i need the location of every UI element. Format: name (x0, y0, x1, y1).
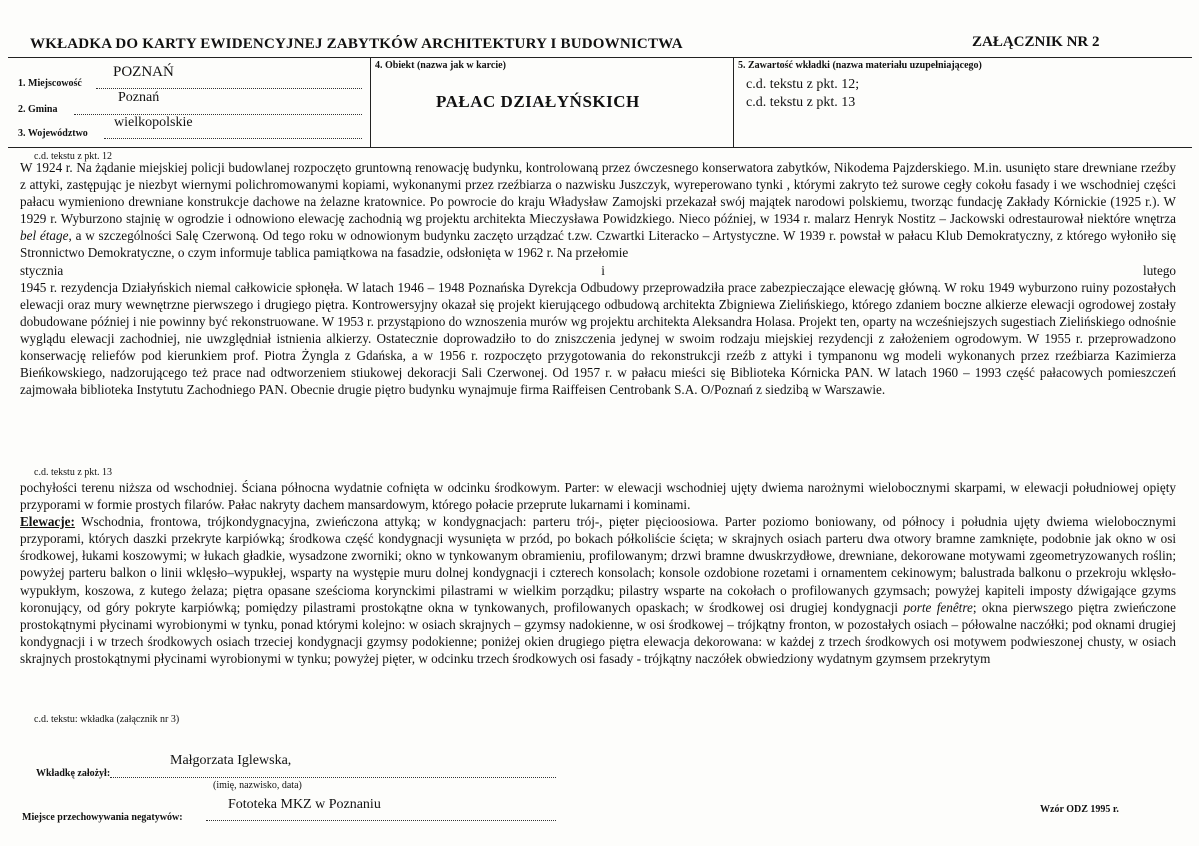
header-divider-right (733, 57, 734, 147)
city-label: 1. Miejscowość (18, 78, 82, 89)
section-13-header: c.d. tekstu z pkt. 13 (34, 467, 113, 478)
elewacje-label: Elewacje: (20, 514, 75, 530)
province-label: 3. Województwo (18, 128, 88, 139)
commune-label: 2. Gmina (18, 104, 58, 115)
author-label: Wkładkę założył: (36, 768, 111, 779)
bel-etage-term: bel étage (20, 228, 69, 244)
header-divider-left (370, 57, 371, 147)
section-12-text-b: , a w szczególności Salę Czerwoną. Od tego roku w odnowionym budynku zaczęto urządzać t.zw. Czwartki Literacko – Artystyczne. W 1939 r. powstał w pałacu Klub Demokratyczny, z którego wyłoniło się Stronnictwo Demokratyczne, o czym informuje tablica pamiątkowa na fasadzie, odsłonięta w 1962 r. Na przełomie (20, 228, 1176, 261)
author-value: Małgorzata Iglewska, (170, 753, 292, 768)
object-label: 4. Obiekt (nazwa jak w karcie) (375, 60, 506, 71)
object-name: PAŁAC DZIAŁYŃSKICH (436, 92, 640, 111)
section-13-text-c: ; okna pierwszego piętra zwieńczone prostokątnymi płycinami wyrobionymi w tynku, ponad którymi kolejno: w osiach skrajnych – gzymsy nadokienne, w osi środkowej – trójkątny fronton, w pozostałych osiach – półowalne naczółki; pod oknami drugiej kondygnacji i w trzech środkowych osiach trzeciej kondygnacji gzymsy podokienne; poniżej okien drugiego piętra elewacja dekorowana: w każdej z trzech środkowych osi motywem podwieszonej chusty, w osiach skrajnych prostokątnymi płycinami wyrobionymi w tynku; powyżej pięter, w odcinku trzech środkowych osi fasady - trójkątny naczółek obwiedziony wydatnym gzymsem przekrytym (20, 599, 1177, 666)
section-12-text-c: 1945 r. rezydencja Działyńskich niemal całkowicie spłonęła. W latach 1946 – 1948 Poznańska Dyrekcja Odbudowy przeprowadziła prace zabezpieczające elewację główną. W roku 1949 wyburzono ruiny pozostałych elewacji oraz mury wewnętrzne pierwszego i drugiego piętra. Kontrowersyjny okazał się projekt kierującego odbudową architekta Zbigniewa Zielińskiego, którego zdaniem boczne alkierze elewacji ogrodowej zostały dobudowane później i nie powinny być rekonstruowane. W 1953 r. przystąpiono do wznoszenia murów wg projektu architekta Aleksandra Holasa. Projekt ten, oparty na wcześniejszych sugestiach Zielińskiego odnośnie wyglądu elewacji zachodniej, nie uwzględniał istnienia alkierzy. Ostatecznie doprowadziło to do zniszczenia jedynej w swoim rodzaju miejskiej rezydencji z założeniem ogrodowym. W 1955 r. przeprowadzono konserwację reliefów pod kierunkiem prof. Piotra Żyngla z Gdańska, a w 1956 r. rozpoczęto przygotowania do rekonstrukcji rzeźb z attyki i tympanonu wg modeli wykonanych przez rzeźbiarza Kazimierza Bieńkowskiego, nadzorującego też prace nad odtworzeniem stiukowej dekoracji Sali Czerwonej. Od 1957 r. w pałacu mieści się Biblioteka Kórnicka PAN. W latach 1960 – 1993 część pałacowych pomieszczeń zajmowała biblioteka Instytutu Zachodniego PAN. Obecnie drugie piętro budynku wynajmuje firma Raiffeisen Centrobank S.A. O/Poznań z siedzibą w Warszawie. (20, 279, 1176, 398)
section-13-text-a: pochyłości terenu niższa od wschodniej. Ściana północna wydatnie cofnięta w odcinku środkowym. Parter: w elewacji wschodniej ujęty dwiema narożnymi wielobocznymi skarpami, w elewacji południowej opięty przyporami w formie prostych filarów. Pałac nakryty dachem mansardowym, którego połacie przeprute lukarnami i kominami. (20, 480, 1176, 513)
section-12-text (20, 159, 1176, 398)
section-13-text-b: Wschodnia, frontowa, trójkondygnacyjna, zwieńczona attyką; w kondygnacjach: parteru trój-, pięter pięcioosiowa. Parter poziomo boniowany, od północy i południa ujęty dwiema wielobocznymi przyporami, których daszki przekryte karpiówką; środkowa część kondygnacji wysunięta w przód, po bokach półkoliście ścięta; w skrajnych osiach parteru dwa otwory bramne zamknięte, podobnie jak okno w osi środkowej, łukami koszowymi; w łukach gładkie, wysadzone zworniki; okno w tynkowanym obramieniu, profilowanym; drzwi bramne dwuskrzydłowe, drewniane, dekorowane motywami zgeometryzowanych roślin; powyżej parteru balkon o linii wklęsło–wypukłej, wsparty na występie muru dolnej kondygnacji i czterech konsolach; konsole ozdobione rozetami i ornamentem cekinowym; balustrada balkonu o przekroju wklęsło-wypukłym, koszowa, z kutego żelaza; piętra opasane sześcioma korynckimi pilastrami w wielkim porządku; pilastry wsparte na cokołach o profilowanych gzymsach; powyżej kapiteli imposty dźwigające gzyms koronujący, od góry pokryte karpiówką; pomiędzy pilastrami prostokątne okna w tynkowanych, profilowanych opaskach; w środkowej osi drugiej kondygnacji (20, 514, 1176, 615)
storage-value: Fototeka MKZ w Poznaniu (228, 797, 381, 812)
annex-number: ZAŁĄCZNIK NR 2 (972, 34, 1100, 50)
author-hint: (imię, nazwisko, data) (213, 780, 302, 791)
form-title: WKŁADKA DO KARTY EWIDENCYJNEJ ZABYTKÓW ARCHITEKTURY I BUDOWNICTWA (30, 36, 683, 52)
section-13-text (20, 479, 1176, 667)
header-bottom-rule (8, 147, 1192, 148)
form-version: Wzór ODZ 1995 r. (1040, 804, 1119, 815)
contents-line-2: c.d. tekstu z pkt. 13 (746, 95, 856, 110)
section-12-text-a: W 1924 r. Na żądanie miejskiej policji budowlanej rozpoczęto gruntowną renowację budynku, kontrolowaną przez ówczesnego konserwatora zabytków, Nikodema Pajzderskiego. M.in. usunięto stare drewniane rzeźby z attyki, zastępując je niezbyt wiernymi polichromowanymi kopiami, wykonanymi przez rzeźbiarza o nazwisku Juszczyk, wyreperowano tynki , którymi zakryto też surowe cegły cokołu fasady i we wschodniej części pałacu wymieniono drewniane konstrukcje dachowe na żelazne kratownice. Po powrocie do kraju Władysław Zamojski przekazał swój majątek narodowi polskiemu, tworząc fundację Zakłady Kórnickie (1925 r.). W 1929 r. Wyburzono stajnię w ogrodzie i odnowiono elewację zachodnią wg projektu architekta Mieczysława Powidzkiego. Nieco później, w 1934 r. malarz Henryk Nostitz – Jackowski odrestaurował niektóre wnętrza (20, 160, 1176, 227)
province-value: wielkopolskie (114, 115, 193, 130)
header-top-rule (8, 57, 1192, 58)
contents-line-1: c.d. tekstu z pkt. 12; (746, 77, 860, 92)
city-value: POZNAŃ (113, 64, 174, 80)
porte-fenetre-term: porte fenêtre (903, 599, 973, 615)
continuation-note: c.d. tekstu: wkładka (załącznik nr 3) (34, 714, 180, 725)
commune-value: Poznań (118, 90, 160, 105)
section-12-split-line: stycznia i lutego (20, 262, 1177, 278)
section-12-header: c.d. tekstu z pkt. 12 (34, 151, 113, 162)
storage-label: Miejsce przechowywania negatywów: (22, 812, 183, 823)
contents-label: 5. Zawartość wkładki (nazwa materiału uzupełniającego) (738, 60, 982, 71)
